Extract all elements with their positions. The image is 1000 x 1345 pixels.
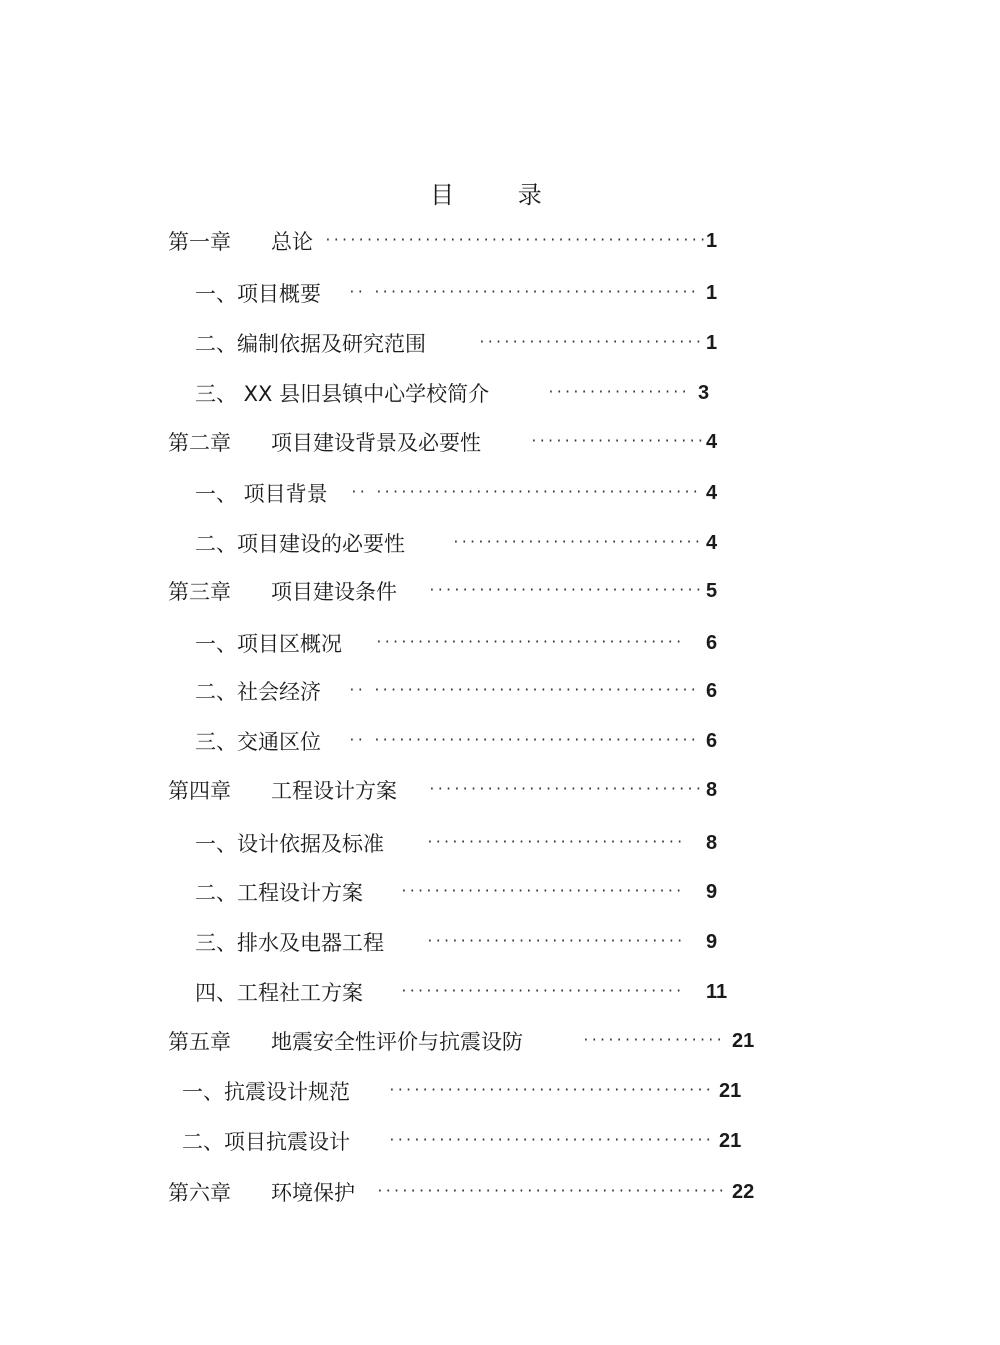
page-number: 21 [732,1030,755,1052]
page-number: 8 [706,832,718,854]
dot-leader: ·········································· [376,1184,726,1199]
page-number: 5 [706,580,718,602]
chapter-number: 第四章 [168,779,231,803]
dot-leader: ····································· [375,635,684,650]
page-number: 8 [706,779,718,801]
dot-leader: ······································· [388,1083,713,1098]
chapter-number: 第一章 [168,230,231,254]
page-number: 1 [706,230,718,252]
dot-leader: ·· ······································· [348,733,698,748]
chapter-title: 环境保护 [271,1181,355,1205]
dot-leader: ·············································· [324,233,708,248]
toc-section-row[interactable] [182,1075,350,1107]
toc-title: 目 录 [430,181,570,209]
toc-section-row[interactable] [195,926,384,958]
chapter-number: 第六章 [168,1181,231,1205]
toc-section-row[interactable] [195,827,384,859]
page-number: 6 [706,680,718,702]
toc-section-row[interactable] [195,976,363,1008]
dot-leader: ······························· [426,934,685,949]
toc-section-row[interactable] [182,1125,350,1157]
dot-leader: ······································· [388,1133,713,1148]
page-number: 1 [706,332,718,354]
dot-leader: ······························ [452,535,702,550]
page-number: 9 [706,881,718,903]
toc-section-row[interactable] [195,377,489,409]
toc-section-row[interactable] [195,675,321,707]
dot-leader: ················· [547,385,689,400]
dot-leader: ·································· [400,984,684,999]
page-number: 11 [706,981,728,1003]
chapter-number: 第二章 [168,431,231,455]
section-title: 一、项目概要 [195,282,321,306]
section-title: 二、工程设计方案 [195,881,363,905]
toc-chapter-row[interactable] [168,426,481,458]
toc-section-row[interactable] [195,477,328,509]
section-title: 一、设计依据及标准 [195,832,384,856]
page-number: 3 [698,382,710,404]
section-title: 三、 XX 县旧县镇中心学校简介 [195,382,490,406]
toc-section-row[interactable] [195,277,321,309]
dot-leader: ·· ······································· [348,285,698,300]
chapter-title: 项目建设条件 [271,580,397,604]
dot-leader: ·· ······································· [350,485,700,500]
chapter-number: 第三章 [168,580,231,604]
section-title: 二、社会经济 [195,680,321,704]
toc-section-row[interactable] [195,725,321,757]
chapter-title: 项目建设背景及必要性 [271,431,481,455]
section-title: 二、项目抗震设计 [182,1130,350,1154]
dot-leader: ·· ······································· [348,683,698,698]
page-number: 4 [706,431,718,453]
page-number: 21 [719,1080,742,1102]
dot-leader: ································· [428,583,703,598]
toc-chapter-row[interactable] [168,1176,355,1208]
section-title: 二、编制依据及研究范围 [195,332,426,356]
dot-leader: ·································· [400,884,684,899]
page-number: 9 [706,931,718,953]
toc-chapter-row[interactable] [168,1025,523,1057]
section-title: 一、项目区概况 [195,632,342,656]
dot-leader: ································· [428,782,703,797]
section-title: 二、项目建设的必要性 [195,532,405,556]
toc-chapter-row[interactable] [168,225,313,257]
toc-section-row[interactable] [195,527,405,559]
section-title: 一、 项目背景 [195,482,328,506]
dot-leader: ················· [582,1033,724,1048]
section-title: 三、交通区位 [195,730,321,754]
page-number: 21 [719,1130,742,1152]
page-number: 4 [706,482,718,504]
page-number: 6 [706,632,718,654]
page-number: 6 [706,730,718,752]
chapter-title: 工程设计方案 [271,779,397,803]
section-title: 一、抗震设计规范 [182,1080,350,1104]
section-title: 四、工程社工方案 [195,981,363,1005]
toc-chapter-row[interactable] [168,575,397,607]
chapter-title: 地震安全性评价与抗震设防 [271,1030,523,1054]
toc-chapter-row[interactable] [168,774,397,806]
chapter-title: 总论 [271,230,313,254]
dot-leader: ····················· [530,434,705,449]
page-number: 1 [706,282,718,304]
section-title: 三、排水及电器工程 [195,931,384,955]
toc-section-row[interactable] [195,876,363,908]
page-number: 4 [706,532,718,554]
page-number: 22 [732,1181,755,1203]
toc-section-row[interactable] [195,327,426,359]
dot-leader: ··························· [478,335,703,350]
chapter-number: 第五章 [168,1030,231,1054]
toc-section-row[interactable] [195,627,342,659]
dot-leader: ······························· [426,835,685,850]
